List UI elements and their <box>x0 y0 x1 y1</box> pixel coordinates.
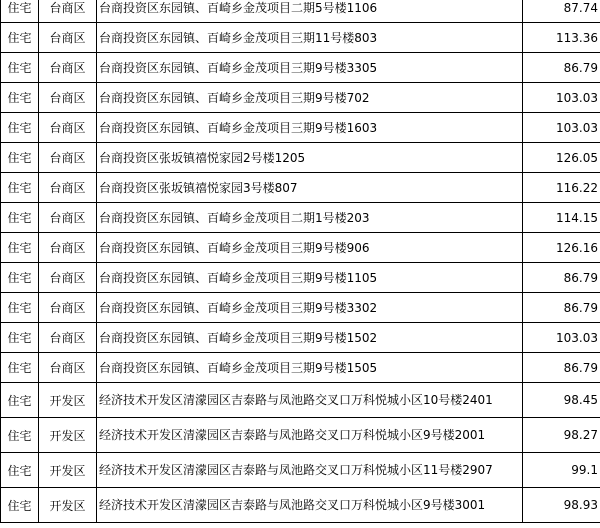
cell-address: 台商投资区东园镇、百崎乡金茂项目三期9号楼702 <box>97 83 523 113</box>
cell-district: 台商区 <box>39 203 97 233</box>
table-row <box>1 323 600 353</box>
cell-area: 98.93 <box>523 488 600 523</box>
cell-address: 台商投资区东园镇、百崎乡金茂项目三期9号楼906 <box>97 233 523 263</box>
cell-area: 116.22 <box>523 173 600 203</box>
cell-type: 住宅 <box>1 293 39 323</box>
cell-address: 经济技术开发区清濛园区吉泰路与凤池路交叉口万科悦城小区9号楼2001 <box>97 418 523 453</box>
cell-type: 住宅 <box>1 0 39 23</box>
cell-type: 住宅 <box>1 83 39 113</box>
cell-district: 台商区 <box>39 0 97 23</box>
cell-address: 台商投资区东园镇、百崎乡金茂项目三期9号楼3305 <box>97 53 523 83</box>
cell-district: 开发区 <box>39 418 97 453</box>
cell-type: 住宅 <box>1 23 39 53</box>
cell-area: 86.79 <box>523 53 600 83</box>
cell-address: 台商投资区东园镇、百崎乡金茂项目三期9号楼1502 <box>97 323 523 353</box>
cell-address: 台商投资区东园镇、百崎乡金茂项目三期9号楼1603 <box>97 113 523 143</box>
table-row <box>1 293 600 323</box>
cell-area: 113.36 <box>523 23 600 53</box>
cell-type: 住宅 <box>1 173 39 203</box>
cell-address: 台商投资区东园镇、百崎乡金茂项目三期11号楼803 <box>97 23 523 53</box>
cell-area: 86.79 <box>523 293 600 323</box>
table-row <box>1 0 600 23</box>
cell-area: 86.79 <box>523 263 600 293</box>
cell-address: 台商投资区东园镇、百崎乡金茂项目三期9号楼1505 <box>97 353 523 383</box>
table-body <box>1 0 600 523</box>
table-row <box>1 453 600 488</box>
cell-area: 103.03 <box>523 323 600 353</box>
cell-area: 98.45 <box>523 383 600 418</box>
cell-district: 台商区 <box>39 323 97 353</box>
cell-address: 台商投资区东园镇、百崎乡金茂项目三期9号楼1105 <box>97 263 523 293</box>
table-row <box>1 488 600 523</box>
table-row <box>1 383 600 418</box>
cell-type: 住宅 <box>1 263 39 293</box>
cell-district: 台商区 <box>39 353 97 383</box>
table-row <box>1 233 600 263</box>
cell-district: 台商区 <box>39 83 97 113</box>
cell-area: 86.79 <box>523 353 600 383</box>
cell-district: 开发区 <box>39 453 97 488</box>
cell-district: 台商区 <box>39 263 97 293</box>
cell-district: 台商区 <box>39 23 97 53</box>
cell-district: 台商区 <box>39 113 97 143</box>
cell-area: 98.27 <box>523 418 600 453</box>
cell-district: 开发区 <box>39 488 97 523</box>
table-row <box>1 263 600 293</box>
cell-area: 114.15 <box>523 203 600 233</box>
cell-district: 台商区 <box>39 143 97 173</box>
cell-address: 经济技术开发区清濛园区吉泰路与凤池路交叉口万科悦城小区9号楼3001 <box>97 488 523 523</box>
cell-address: 台商投资区东园镇、百崎乡金茂项目二期5号楼1106 <box>97 0 523 23</box>
cell-district: 台商区 <box>39 173 97 203</box>
cell-type: 住宅 <box>1 323 39 353</box>
cell-district: 台商区 <box>39 293 97 323</box>
cell-address: 经济技术开发区清濛园区吉泰路与凤池路交叉口万科悦城小区10号楼2401 <box>97 383 523 418</box>
table-row <box>1 203 600 233</box>
cell-area: 126.16 <box>523 233 600 263</box>
cell-type: 住宅 <box>1 418 39 453</box>
cell-type: 住宅 <box>1 143 39 173</box>
cell-area: 103.03 <box>523 83 600 113</box>
cell-type: 住宅 <box>1 53 39 83</box>
cell-type: 住宅 <box>1 353 39 383</box>
cell-area: 87.74 <box>523 0 600 23</box>
table-row <box>1 143 600 173</box>
table-row <box>1 53 600 83</box>
table-row <box>1 173 600 203</box>
cell-type: 住宅 <box>1 203 39 233</box>
cell-address: 台商投资区东园镇、百崎乡金茂项目二期1号楼203 <box>97 203 523 233</box>
cell-area: 103.03 <box>523 113 600 143</box>
table-row <box>1 353 600 383</box>
cell-district: 台商区 <box>39 53 97 83</box>
cell-type: 住宅 <box>1 488 39 523</box>
cell-address: 台商投资区张坂镇禧悦家园3号楼807 <box>97 173 523 203</box>
cell-type: 住宅 <box>1 113 39 143</box>
cell-type: 住宅 <box>1 233 39 263</box>
cell-address: 台商投资区东园镇、百崎乡金茂项目三期9号楼3302 <box>97 293 523 323</box>
table-row <box>1 113 600 143</box>
table-row <box>1 83 600 113</box>
cell-address: 台商投资区张坂镇禧悦家园2号楼1205 <box>97 143 523 173</box>
table-row <box>1 23 600 53</box>
table-row <box>1 418 600 453</box>
cell-address: 经济技术开发区清濛园区吉泰路与凤池路交叉口万科悦城小区11号楼2907 <box>97 453 523 488</box>
cell-district: 开发区 <box>39 383 97 418</box>
cell-district: 台商区 <box>39 233 97 263</box>
cell-area: 126.05 <box>523 143 600 173</box>
cell-type: 住宅 <box>1 453 39 488</box>
cell-area: 99.1 <box>523 453 600 488</box>
cell-type: 住宅 <box>1 383 39 418</box>
